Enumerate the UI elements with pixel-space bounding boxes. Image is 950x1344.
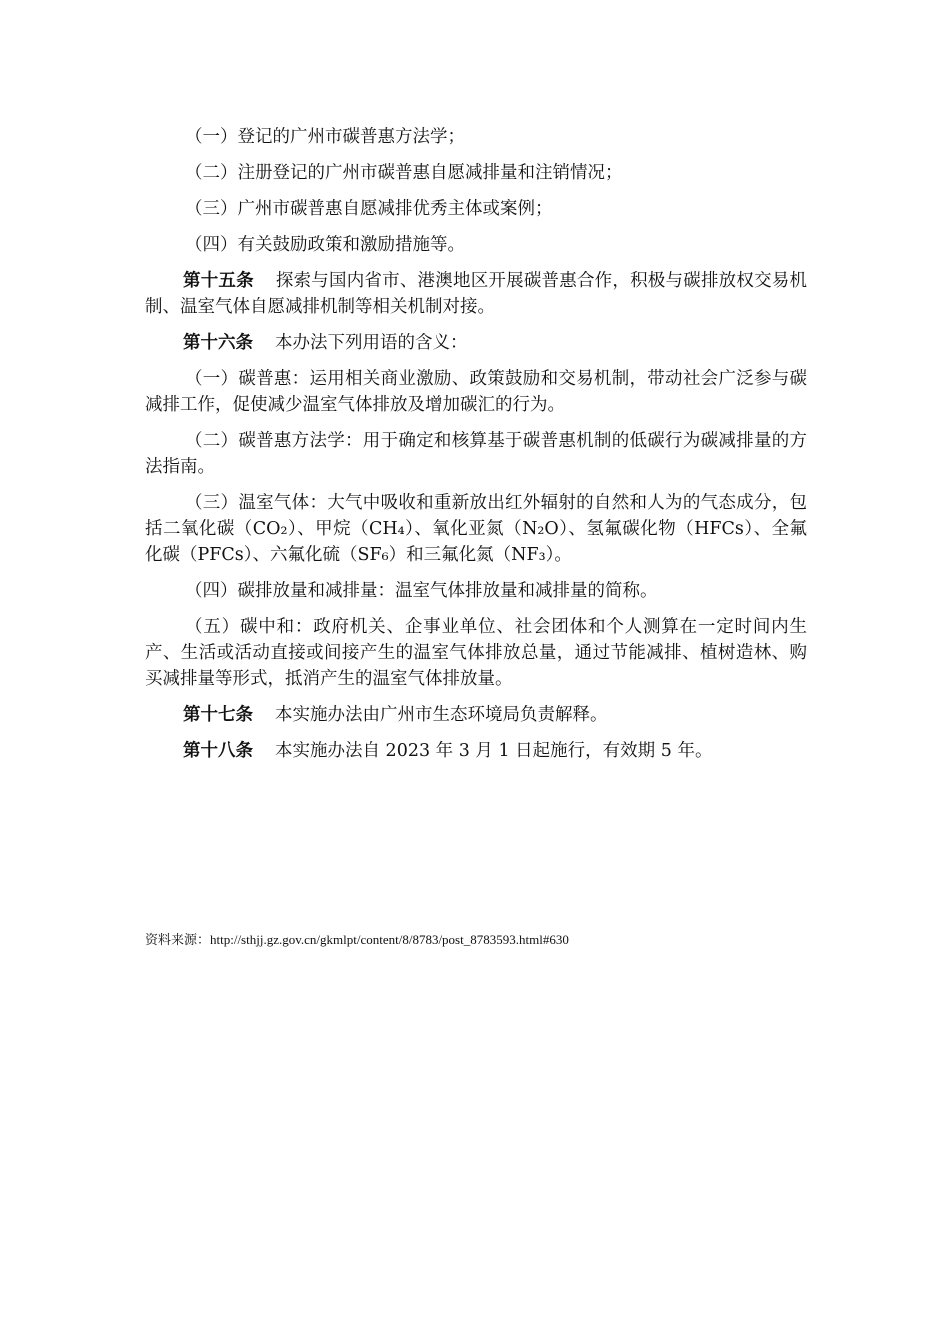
document-body (145, 124, 807, 774)
article-16 (145, 330, 807, 356)
article-18-label: 第十八条 (183, 741, 253, 761)
definition-4: （四）碳排放量和减排量：温室气体排放量和减排量的简称。 (185, 581, 658, 601)
list-item: （二）注册登记的广州市碳普惠自愿减排量和注销情况； (185, 163, 623, 183)
definition-5: （五）碳中和：政府机关、企事业单位、社会团体和个人测算在一定时间内生产、生活或活动直接或间接产生的温室气体排放总量，通过节能减排、植树造林、购买减排量等形式，抵消产生的温室气体排放量。 (145, 617, 807, 689)
list-item: （一）登记的广州市碳普惠方法学； (185, 127, 465, 147)
article-16-text: 本办法下列用语的含义： (275, 333, 468, 353)
article-15-label: 第十五条 (183, 271, 254, 291)
definition-1: （一）碳普惠：运用相关商业激励、政策鼓励和交易机制，带动社会广泛参与碳减排工作，促使减少温室气体排放及增加碳汇的行为。 (145, 369, 807, 415)
article-16-label: 第十六条 (183, 333, 253, 353)
definition-3: （三）温室气体：大气中吸收和重新放出红外辐射的自然和人为的气态成分，包括二氧化碳（CO₂）、甲烷（CH₄）、氧化亚氮（N₂O）、氢氟碳化物（HFCs）、全氟化碳（PFCs）、六氟化硫（SF₆）和三氟化氮（NF₃）。 (145, 493, 807, 565)
list-item: （四）有关鼓励政策和激励措施等。 (185, 235, 465, 255)
article-18-text: 本实施办法自 2023 年 3 月 1 日起施行，有效期 5 年。 (275, 741, 713, 761)
article-17 (145, 702, 807, 728)
article-18 (145, 738, 807, 764)
list-item: （三）广州市碳普惠自愿减排优秀主体或案例； (185, 199, 553, 219)
definition-2: （二）碳普惠方法学：用于确定和核算基于碳普惠机制的低碳行为碳减排量的方法指南。 (145, 431, 807, 477)
article-15-text: 探索与国内省市、港澳地区开展碳普惠合作，积极与碳排放权交易机制、温室气体自愿减排机制等相关机制对接。 (145, 271, 808, 317)
source-note: 资料来源：http://sthjj.gz.gov.cn/gkmlpt/content/8/8783/post_8783593.html#630 (145, 932, 569, 947)
article-17-label: 第十七条 (183, 705, 253, 725)
article-15 (145, 268, 807, 320)
article-17-text: 本实施办法由广州市生态环境局负责解释。 (275, 705, 608, 725)
